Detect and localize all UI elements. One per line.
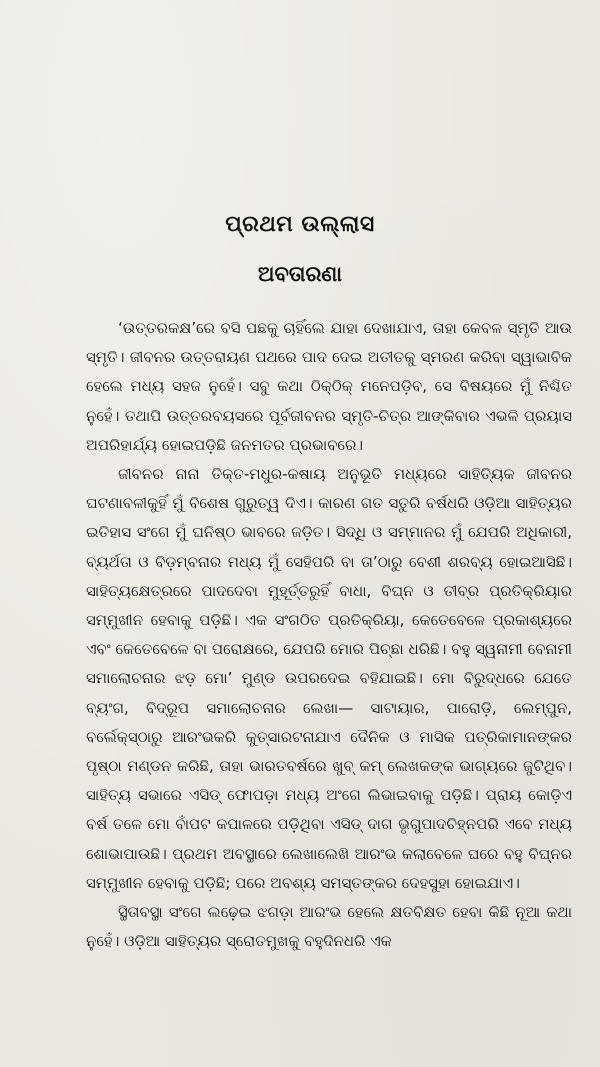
chapter-title: ପ୍ରଥମ ଉଲ୍ଲାସ — [225, 212, 375, 237]
section-title: ଅବତାରଣା — [257, 262, 343, 286]
paragraph-1: ‘ଉତ୍ତରକକ୍ଷ’ରେ ବସି ପଛକୁ ଚାହିଁଲେ ଯାହା ଦେଖାଯାଏ, ତାହା କେବଳ ସ୍ମୃତି ଆଉ ସ୍ମୃତି। ଜୀବନର ଉତ୍ତରାୟଣ ପଥରେ ପାଦ ଦେଇ ଅତୀତକୁ ସ୍ମରଣ କରିବା ସ୍ୱାଭାବିକ ହେଲେ ମଧ୍ୟ ସହଜ ନୁହେଁ। ସବୁ କଥା ଠିକ୍‌ଠିକ୍ ମନେପଡ଼ିବ, ସେ ବିଷୟରେ ମୁଁ ନିଶ୍ଚିତ ନୁହେଁ। ତଥାପି ଉତ୍ତରବୟସରେ ପୂର୍ବଜୀବନର ସ୍ମୃତି-ଚିତ୍ର ଆଙ୍କିବାର ଏଭଳି ପ୍ରୟାସ ଅପରିହାର୍ଯ୍ୟ ହୋଇପଡ଼ିଛି ଜନମତର ପ୍ରଭାବରେ। — [86, 319, 572, 454]
body-text — [86, 314, 572, 956]
paragraph-3: ସ୍ଥିତାବସ୍ଥା ସଂଗେ ଲଢ଼େଇ ଝଗଡ଼ା ଆରଂଭ ହେଲେ କ୍ଷତବିକ୍ଷତ ହେବା କିଛି ନୂଆ କଥା ନୁହେଁ। ଓଡ଼ିଆ ସାହିତ୍ୟର ସ୍ରୋତମୁଖକୁ ବହୁଦିନଧରି ଏକ — [86, 903, 572, 951]
paragraph-2: ଜୀବନର ନାନା ତିକ୍ତ-ମଧୁର-କଷାୟ ଅନୁଭୂତି ମଧ୍ୟରେ ସାହିତ୍ୟିକ ଜୀବନର ଘଟଣାବଳୀକୁହିଁ ମୁଁ ବିଶେଷ ଗୁରୁତ୍ୱ ଦିଏ। କାରଣ ଗତ ସତୁରି ବର୍ଷଧରି ଓଡ଼ିଆ ସାହିତ୍ୟର ଇତିହାସ ସଂଗେ ମୁଁ ଘନିଷ୍ଠ ଭାବରେ ଜଡ଼ିତ। ସିଦ୍ଧି ଓ ସମ୍ମାନର ମୁଁ ଯେପରି ଅଧିକାରୀ, ବ୍ୟର୍ଥତା ଓ ବିଡ଼ମ୍ବନାର ମଧ୍ୟ ମୁଁ ସେହିପରି ବା ତା’ଠାରୁ ବେଶୀ ଶରବ୍ୟ ହୋଇଆସିଛି। ସାହିତ୍ୟକ୍ଷେତ୍ରରେ ପାଦଦେବା ମୁହୂର୍ତ୍ତରୁହିଁ ବାଧା, ବିଘ୍ନ ଓ ତୀବ୍ର ପ୍ରତିକ୍ରିୟାର ସମ୍ମୁଖୀନ ହେବାକୁ ପଡ଼ିଛି। ଏକ ସଂଗଠିତ ପ୍ରତିକ୍ରିୟା, କେତେବେଳେ ପ୍ରକାଶ୍ୟରେ ଏବଂ କେତେବେଳେ ବା ପରୋକ୍ଷରେ, ଯେପରି ମୋର ପିଚ୍ଛା ଧରିଛି। ବହୁ ସ୍ୱନାମୀ ବେନାମୀ ସମାଲୋଚନାର ଝଡ଼ ମୋ’ ମୁଣ୍ଡ ଉପରଦେଇ ବହିଯାଇଛି। ମୋ ବିରୁଦ୍ଧରେ ଯେତେ ବ୍ୟଂଗ, ବିଦ୍ରୂପ ସମାଲୋଚନାର ଲେଖା— ସାଟାୟାର, ପାରୋଡ଼ି, ଲେମ୍ପୁନ, ବର୍ଲେକ୍‌ସ୍‌ଠାରୁ ଆରଂଭକରି କୁତ୍ସାରଟନାଯାଏ ଦୈନିକ ଓ ମାସିକ ପତ୍ରିକାମାନଙ୍କର ପୃଷ୍ଠା ମଣ୍ଡନ କରିଛି, ତାହା ଭାରତବର୍ଷରେ ଖୁବ୍ କମ୍ ଲେଖକଙ୍କ ଭାଗ୍ୟରେ ଜୁଟିଥିବ। ସାହିତ୍ୟ ସଭାରେ ଏସିଡ୍ ଫୋପଡ଼ା ମଧ୍ୟ ଅଂଗେ ଲିଭାଇବାକୁ ପଡ଼ିଛି। ପ୍ରାୟ କୋଡ଼ିଏ ବର୍ଷ ତଳେ ମୋ ବାଁପଟ କପାଳରେ ପଡ଼ିଥିବା ଏସିଡ୍ ଦାଗ ଭୃଗୁପାଦଚିହ୍ନପରି ଏବେ ମଧ୍ୟ ଶୋଭାପାଉଛି। ପ୍ରଥମ ଅବସ୍ଥାରେ ଲେଖାଲେଖି ଆରଂଭ କଲାବେଳେ ଘରେ ବହୁ ବିଘ୍ନର ସମ୍ମୁଖୀନ ହେବାକୁ ପଡ଼ିଛି; ପରେ ଅବଶ୍ୟ ସମସ୍ତଙ୍କର ଦେହସୁହା ହୋଇଯାଏ। — [86, 465, 572, 892]
